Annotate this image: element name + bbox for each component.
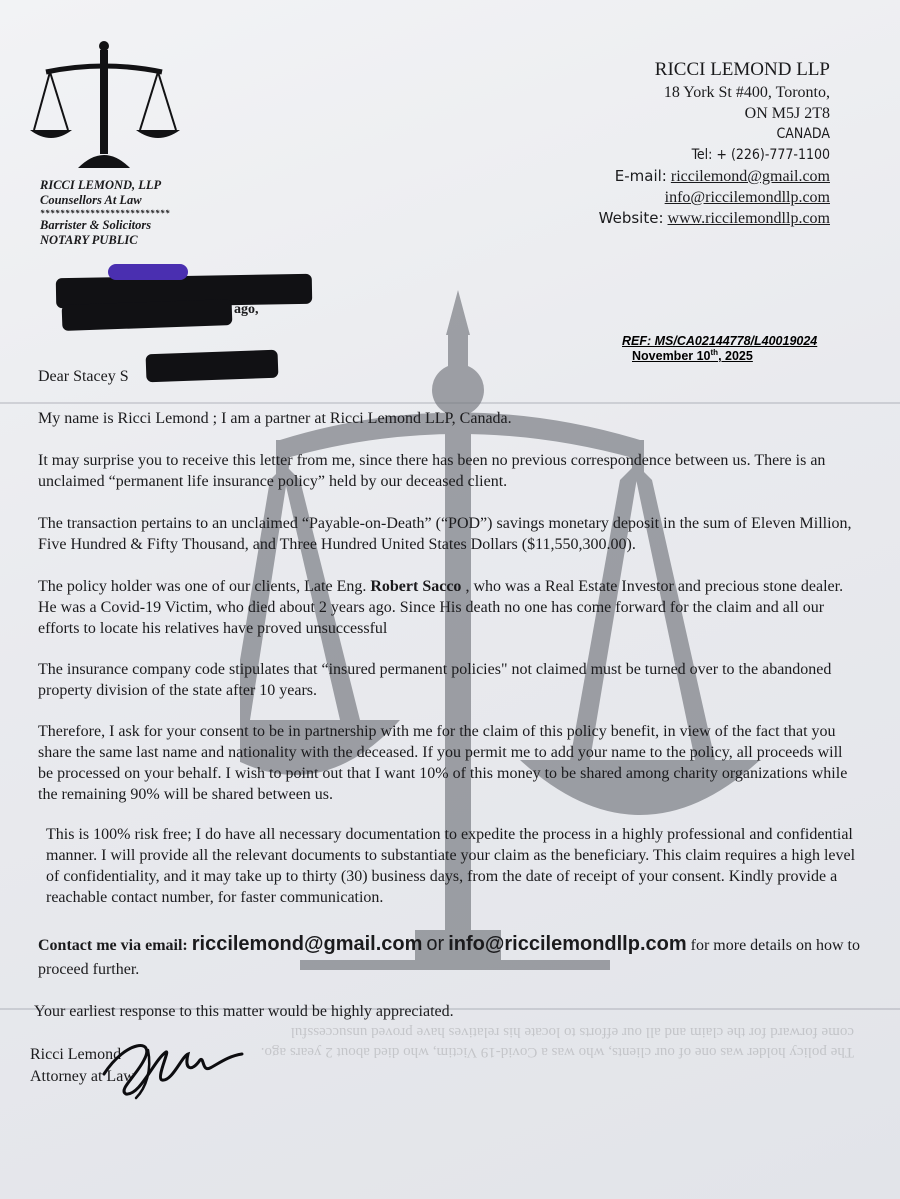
firm-name: RICCI LEMOND, LLP [40,178,162,192]
deceased-name: Robert Sacco [370,578,462,595]
redaction-bar-purple [108,264,188,280]
handwritten-signature-icon [96,1030,246,1100]
paragraph-transaction: The transaction pertains to an unclaimed “Payable-on-Death” (“POD”) savings monetary deposit in the sum of Eleven Million, Five Hundred & Fifty Thousand, and Three Hundred United States Dollars ($11,550,300.00). [38,515,852,553]
recipient-address-fragment: ago, [234,302,259,317]
firm-country: CANADA [776,126,830,142]
contact-email-1[interactable]: riccilemond@gmail.com [191,933,423,955]
show-through-text: The policy holder was one of our clients, who was a Covid-19 Victim, who died about 2 years ago. come forward for the claim and all our efforts to locate his relatives have proved unsuccessful [260,1024,854,1060]
tel-label: Tel: [691,147,713,163]
firm-stars-divider: ************************** [40,208,170,218]
contact-line: Contact me via email: riccilemond@gmail.com or info@riccilemondllp.com for more details on how to proceed further. [38,933,860,978]
signer-title: Attorney at Law [30,1068,135,1085]
firm-telephone [599,145,830,166]
firm-block-right [599,58,830,229]
salutation: Dear Stacey S [38,368,129,385]
firm-website-row [599,208,830,229]
paragraph-surprise: It may surprise you to receive this letter from me, since there has been no previous correspondence between us. There is an unclaimed “permanent life insurance policy” held by our deceased client. [38,452,826,490]
closing-line: Your earliest response to this matter would be highly appreciated. [34,1003,454,1020]
firm-name-right: RICCI LEMOND LLP [654,59,830,80]
signer-name: Ricci Lemond [30,1046,122,1063]
paragraph-intro: My name is Ricci Lemond ; I am a partner at Ricci Lemond LLP, Canada. [38,410,512,427]
firm-email-link-1[interactable]: riccilemond@gmail.com [670,168,830,185]
redaction-bar [146,350,279,383]
firm-notary: NOTARY PUBLIC [40,233,138,247]
paragraph-policy-holder: The policy holder was one of our clients, Late Eng. Robert Sacco , who was a Real Estate Investor and precious stone dealer. He was a Covid-19 Victim, who died about 2 years ago. Since His death no one has come forward for the claim and all our efforts to locate his relatives have proved unsuccessful [38,578,844,637]
reference-number: REF: MS/CA02144778/L40019024 [622,334,818,348]
paragraph-consent: Therefore, I ask for your consent to be in partnership with me for the claim of this policy benefit, in view of the fact that you share the same last name and nationality with the deceased. If you permit me to add your name to the policy, all proceeds will be processed on your behalf. I wish to point out that I want 10% of this money to be shared among charity organizations while the remaining 90% will be shared between us. [38,723,848,803]
firm-role: Barrister & Solicitors [40,218,152,232]
paragraph-insurance-code: The insurance company code stipulates that “insured permanent policies" not claimed must be turned over to the abandoned property division of the state after 10 years. [38,661,832,699]
firm-block-left [40,178,170,248]
firm-website-link[interactable]: www.riccilemondllp.com [667,210,830,227]
firm-tagline: Counsellors At Law [40,193,142,207]
letter-date: November 10th, 2025 [632,348,753,364]
tel-value: + (226)-777-1100 [716,147,830,163]
redaction-bar [62,299,233,331]
paragraph-risk-free: This is 100% risk free; I do have all necessary documentation to expedite the process in a highly professional and confidential manner. I will provide all the relevant documents to substantiate your claim as the beneficiary. This claim requires a high level of confidentiality, and it may take up to thirty (30) business days, from the date of receipt of your consent. Kindly provide a reachable contact number, for faster communication. [46,826,856,906]
email-label: E-mail: [614,167,667,185]
firm-address-line2: ON M5J 2T8 [744,105,830,122]
firm-email-row [599,166,830,187]
scales-of-justice-logo-icon [28,38,186,170]
contact-email-2[interactable]: info@riccilemondllp.com [448,933,687,955]
firm-address-line1: 18 York St #400, Toronto, [663,84,830,101]
firm-email-link-2[interactable]: info@riccilemondllp.com [664,189,830,206]
website-label: Website: [598,209,664,227]
